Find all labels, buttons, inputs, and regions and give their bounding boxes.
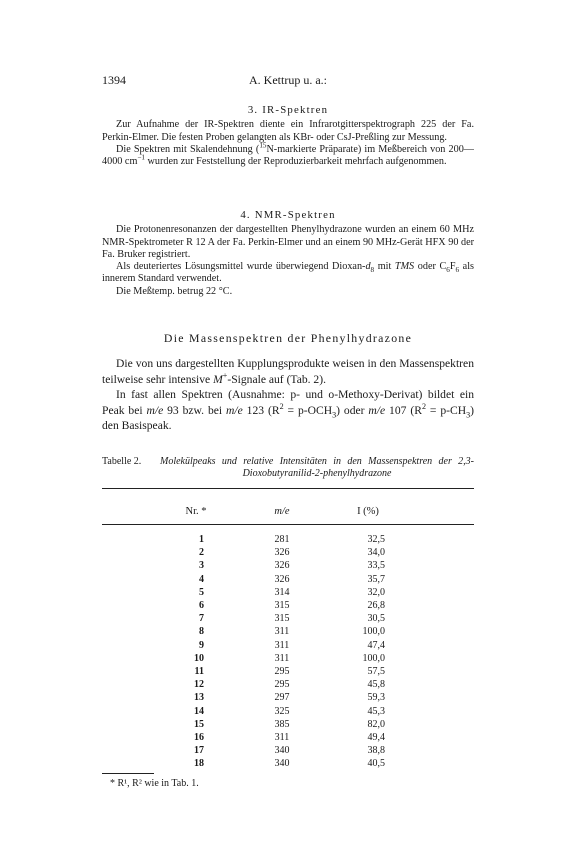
cell-nr: 12: [194, 679, 204, 691]
table-row: [0, 547, 576, 560]
cell-intensity: 100,0: [362, 652, 385, 664]
table-label: Tabelle 2.: [102, 456, 142, 467]
table-top-rule: [102, 488, 474, 489]
cell-me: 340: [274, 745, 290, 757]
page-number: 1394: [102, 73, 126, 87]
cell-intensity: 57,5: [367, 666, 385, 677]
cell-intensity: 59,3: [367, 692, 385, 704]
cell-intensity: 33,5: [367, 560, 385, 572]
table-row: [0, 560, 576, 573]
cell-nr: 15: [194, 718, 204, 730]
cell-nr: 13: [194, 692, 204, 704]
table-header-rule: [102, 524, 474, 525]
cell-nr: 5: [199, 586, 204, 598]
table-row: [0, 626, 576, 639]
cell-me: 385: [274, 718, 290, 730]
cell-intensity: 82,0: [367, 718, 385, 730]
table-row: [0, 732, 576, 745]
cell-me: 297: [274, 692, 290, 704]
cell-me: 311: [274, 732, 290, 743]
table-row: [0, 600, 576, 613]
cell-nr: 6: [199, 600, 204, 611]
cell-me: 311: [274, 652, 290, 664]
footnote-rule: [102, 773, 154, 774]
table-caption-text: Molekülpeaks und relative Intensitäten in den Massenspektren der 2,3-Dioxobutyranilid-2-phenylhydrazone: [160, 456, 474, 479]
cell-me: 311: [274, 639, 290, 651]
cell-me: 295: [274, 679, 290, 691]
page-header: [102, 73, 474, 89]
cell-me: 325: [274, 705, 290, 717]
ms-paragraph-1: Die von uns dargestellten Kupplungsprodukte weisen in den Massenspektren teilweise sehr intensive M+-Signale auf (Tab. 2).: [102, 357, 474, 386]
table-row: [0, 666, 576, 679]
cell-nr: 17: [194, 745, 204, 757]
cell-me: 326: [274, 573, 290, 585]
table-row: [0, 574, 576, 587]
ms-heading: Die Massenspektren der Phenylhydrazone: [163, 331, 413, 345]
ms-paragraph-2: In fast allen Spektren (Ausnahme: p- und o-Methoxy-Derivat) bildet ein Peak bei m/e 93 bzw. bei m/e 123 $(R^2 = p-OCH_3)$ oder m/e 107 $(R^2 = p-CH_3)$ den Basispeak.: [102, 388, 475, 433]
ir-heading: 3. IR-Spektren: [247, 104, 329, 116]
cell-intensity: 100,0: [362, 626, 385, 638]
nmr-paragraph-3: Die Meßtemp. betrug 22 °C.: [116, 285, 233, 297]
cell-nr: 4: [199, 573, 204, 585]
cell-nr: 2: [199, 547, 204, 559]
table-row: [0, 679, 576, 692]
nmr-section: [102, 209, 474, 298]
table-row: [0, 640, 576, 653]
column-header-nr: Nr. *: [185, 506, 207, 517]
running-head: A. Kettrup u. a.:: [249, 73, 327, 87]
cell-intensity: 34,0: [367, 547, 385, 559]
cell-nr: 1: [199, 534, 204, 545]
cell-intensity: 40,5: [367, 758, 385, 770]
cell-nr: 3: [199, 560, 204, 572]
cell-intensity: 49,4: [367, 732, 385, 743]
table-row: [0, 534, 576, 547]
column-header-me: m/e: [274, 506, 290, 517]
cell-intensity: 35,7: [367, 573, 385, 585]
cell-me: 326: [274, 547, 290, 559]
table-row: [0, 613, 576, 626]
cell-nr: 9: [199, 639, 204, 651]
nmr-heading: 4. NMR-Spektren: [240, 209, 336, 221]
column-header-intensity: I (%): [357, 506, 379, 517]
table-row: [0, 719, 576, 732]
cell-nr: 11: [194, 666, 204, 677]
cell-nr: 18: [194, 758, 204, 770]
cell-nr: 10: [194, 652, 204, 664]
table-row: [0, 692, 576, 705]
cell-intensity: 38,8: [367, 745, 385, 757]
cell-nr: 8: [199, 626, 204, 638]
cell-me: 315: [274, 600, 290, 611]
cell-intensity: 45,8: [367, 679, 385, 691]
cell-me: 340: [274, 758, 290, 770]
cell-me: 314: [274, 586, 290, 598]
table-row: [0, 653, 576, 666]
cell-me: 326: [274, 560, 290, 572]
cell-intensity: 32,0: [367, 586, 385, 598]
table-row: [0, 745, 576, 758]
cell-me: 315: [274, 613, 290, 625]
cell-nr: 14: [194, 705, 204, 717]
cell-me: 281: [274, 534, 290, 545]
table-row: [0, 587, 576, 600]
ms-section: [102, 331, 474, 433]
cell-intensity: 47,4: [367, 639, 385, 651]
nmr-paragraph-1: Die Protonenresonanzen der dargestellten Phenylhydrazone wurden an einem 60 MHz NMR-Spektrometer R 12 A der Fa. Perkin-Elmer und an einem 90 MHz-Gerät HFX 90 der Fa. Bruker registriert.: [102, 224, 474, 260]
cell-me: 311: [274, 626, 290, 638]
cell-me: 295: [274, 666, 290, 677]
cell-intensity: 45,3: [367, 705, 385, 717]
cell-nr: 16: [194, 732, 204, 743]
cell-intensity: 32,5: [367, 534, 385, 545]
ir-section: [102, 104, 474, 168]
cell-intensity: 26,8: [367, 600, 385, 611]
nmr-paragraph-2: Als deuteriertes Lösungsmittel wurde überwiegend Dioxan-$d_8$ mit TMS oder $C_6F_6$ als innerem Standard verwendet.: [102, 261, 474, 285]
table-row: [0, 758, 576, 771]
table-caption: [102, 456, 474, 480]
cell-nr: 7: [199, 613, 204, 625]
table-row: [0, 706, 576, 719]
ir-paragraph-1: Zur Aufnahme der IR-Spektren diente ein Infrarotgitterspektrograph 225 der Fa. Perkin-Elmer. Die festen Proben gelangten als KBr- oder CsJ-Preßling zur Messung.: [102, 119, 474, 143]
ir-paragraph-2: Die Spektren mit Skalendehnung ($^{15}$N-markierte Präparate) im Meßbereich von 200—4000 $cm^{-1}$ wurden zur Feststellung der Reproduzierbarkeit mehrfach aufgenommen.: [102, 141, 474, 168]
cell-intensity: 30,5: [367, 613, 385, 625]
table-footnote: * R¹, R² wie in Tab. 1.: [110, 778, 199, 789]
